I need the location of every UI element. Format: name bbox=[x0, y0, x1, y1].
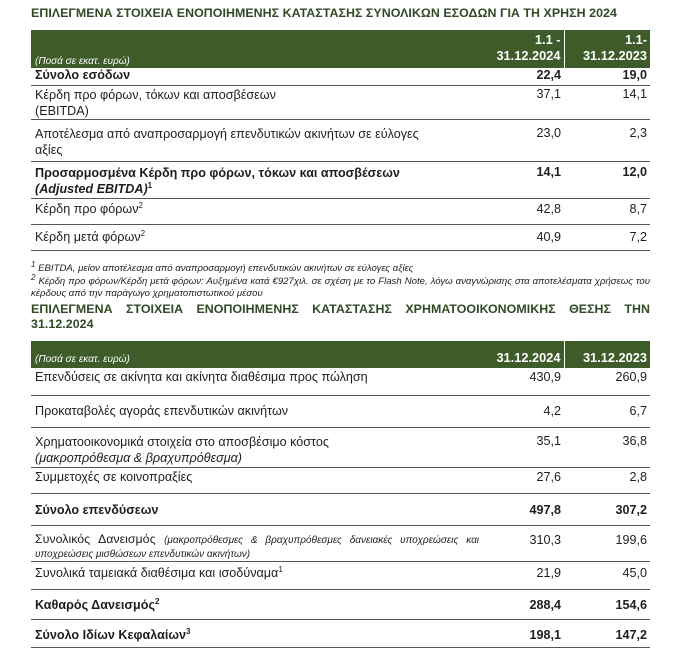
financial-position-title: ΕΠΙΛΕΓΜΕΝΑ ΣΤΟΙΧΕΙΑ ΕΝΟΠΟΙΗΜΕΝΗΣ ΚΑΤΑΣΤΑΣΗΣ ΧΡΗΜΑΤΟΟΙΚΟΝΟΜΙΚΗΣ ΘΕΣΗΣ ΤΗΝ 31.12.2024 bbox=[31, 302, 650, 331]
value-2023: 19,0 bbox=[564, 68, 650, 85]
value-2024: 21,9 bbox=[483, 561, 564, 589]
column-header-2023: 31.12.2023 bbox=[564, 341, 650, 368]
value-2024: 497,8 bbox=[483, 493, 564, 525]
value-2023: 154,6 bbox=[564, 589, 650, 619]
table-row bbox=[31, 525, 650, 561]
row-label: Συνολικός Δανεισμός (μακροπρόθεσμες & βραχυπρόθεσμες δανειακές υποχρεώσεις και υποχρεώσεις μισθώσεων επενδυτικών ακινήτων) bbox=[31, 525, 483, 561]
row-label: Κέρδη προ φόρων, τόκων και αποσβέσεων (EBITDA) bbox=[31, 85, 483, 119]
column-header-2024: 1.1 - 31.12.2024 bbox=[483, 30, 564, 68]
balance-header-row bbox=[31, 341, 650, 368]
footnote-1: $^1$ EBITDA, μείον αποτέλεσμα από αναπροσαρμογή επενδυτικών ακινήτων σε εύλογες αξίες bbox=[31, 259, 414, 274]
value-2023: 2,3 bbox=[564, 119, 650, 161]
unit-label: (Ποσά σε εκατ. ευρώ) bbox=[31, 341, 483, 368]
row-label: Σύνολο επενδύσεων bbox=[31, 493, 483, 525]
value-2023: 147,2 bbox=[564, 619, 650, 647]
table-row bbox=[31, 161, 650, 198]
row-label: Προσαρμοσμένα Κέρδη προ φόρων, τόκων και αποσβέσεων (Adjusted EBITDA)$^1$ bbox=[31, 161, 483, 198]
value-2023: 199,6 bbox=[564, 525, 650, 561]
value-2023: 2,8 bbox=[564, 467, 650, 493]
row-label: Συμμετοχές σε κοινοπραξίες bbox=[31, 467, 483, 493]
value-2023: 36,8 bbox=[564, 427, 650, 467]
income-header-row bbox=[31, 30, 650, 68]
table-row bbox=[31, 198, 650, 224]
table-row bbox=[31, 467, 650, 493]
value-2023: 14,1 bbox=[564, 85, 650, 119]
value-2024: 40,9 bbox=[483, 224, 564, 250]
column-header-2024: 31.12.2024 bbox=[483, 341, 564, 368]
unit-label: (Ποσά σε εκατ. ευρώ) bbox=[31, 30, 483, 68]
value-2024: 198,1 bbox=[483, 619, 564, 647]
financial-position-table bbox=[31, 341, 650, 648]
row-label: Αποτέλεσμα από αναπροσαρμογή επενδυτικών ακινήτων σε εύλογες αξίες bbox=[31, 119, 483, 161]
value-2024: 42,8 bbox=[483, 198, 564, 224]
table-row bbox=[31, 368, 650, 395]
table-row bbox=[31, 224, 650, 250]
row-label: Προκαταβολές αγοράς επενδυτικών ακινήτων bbox=[31, 395, 483, 427]
income-statement-table bbox=[31, 30, 650, 251]
footnote-2: $^2$ Κέρδη προ φόρων/Κέρδη μετά φόρων: Αυξημένα κατά €927χιλ. σε σχέση με το Flash Note, λόγω αναγνώρισης στα αποτελέσματα χρήσεως του κέρδους από την παράγωγο χρηματοπιστωτικού μέσου bbox=[31, 272, 650, 299]
value-2023: 7,2 bbox=[564, 224, 650, 250]
value-2024: 37,1 bbox=[483, 85, 564, 119]
row-label: Καθαρός Δανεισμός$^2$ bbox=[31, 589, 483, 619]
table-row bbox=[31, 427, 650, 467]
row-label: Συνολικά ταμειακά διαθέσιμα και ισοδύναμα$^1$ bbox=[31, 561, 483, 589]
value-2024: 4,2 bbox=[483, 395, 564, 427]
row-label: Κέρδη μετά φόρων$^2$ bbox=[31, 224, 483, 250]
value-2023: 12,0 bbox=[564, 161, 650, 198]
value-2023: 8,7 bbox=[564, 198, 650, 224]
income-statement-title: ΕΠΙΛΕΓΜΕΝΑ ΣΤΟΙΧΕΙΑ ΕΝΟΠΟΙΗΜΕΝΗΣ ΚΑΤΑΣΤΑΣΗΣ ΣΥΝΟΛΙΚΩΝ ΕΣΟΔΩΝ ΓΙΑ ΤΗ ΧΡΗΣΗ 2024 bbox=[31, 6, 617, 20]
table-row bbox=[31, 561, 650, 589]
table-row bbox=[31, 395, 650, 427]
value-2024: 14,1 bbox=[483, 161, 564, 198]
table-row bbox=[31, 119, 650, 161]
value-2024: 430,9 bbox=[483, 368, 564, 395]
table-row bbox=[31, 589, 650, 619]
row-label: Κέρδη προ φόρων$^2$ bbox=[31, 198, 483, 224]
value-2023: 260,9 bbox=[564, 368, 650, 395]
table-row bbox=[31, 619, 650, 647]
value-2023: 307,2 bbox=[564, 493, 650, 525]
table-row bbox=[31, 85, 650, 119]
value-2023: 6,7 bbox=[564, 395, 650, 427]
row-label: Σύνολο Ιδίων Κεφαλαίων$^3$ bbox=[31, 619, 483, 647]
column-header-2023: 1.1- 31.12.2023 bbox=[564, 30, 650, 68]
value-2024: 27,6 bbox=[483, 467, 564, 493]
value-2024: 22,4 bbox=[483, 68, 564, 85]
value-2023: 45,0 bbox=[564, 561, 650, 589]
table-row bbox=[31, 493, 650, 525]
row-label: Σύνολο εσόδων bbox=[31, 68, 483, 85]
table-row bbox=[31, 68, 650, 85]
value-2024: 35,1 bbox=[483, 427, 564, 467]
value-2024: 310,3 bbox=[483, 525, 564, 561]
row-label: Χρηματοοικονομικά στοιχεία στο αποσβέσιμο κόστος (μακροπρόθεσμα & βραχυπρόθεσμα) bbox=[31, 427, 483, 467]
row-label: Επενδύσεις σε ακίνητα και ακίνητα διαθέσιμα προς πώληση bbox=[31, 368, 483, 395]
value-2024: 23,0 bbox=[483, 119, 564, 161]
value-2024: 288,4 bbox=[483, 589, 564, 619]
